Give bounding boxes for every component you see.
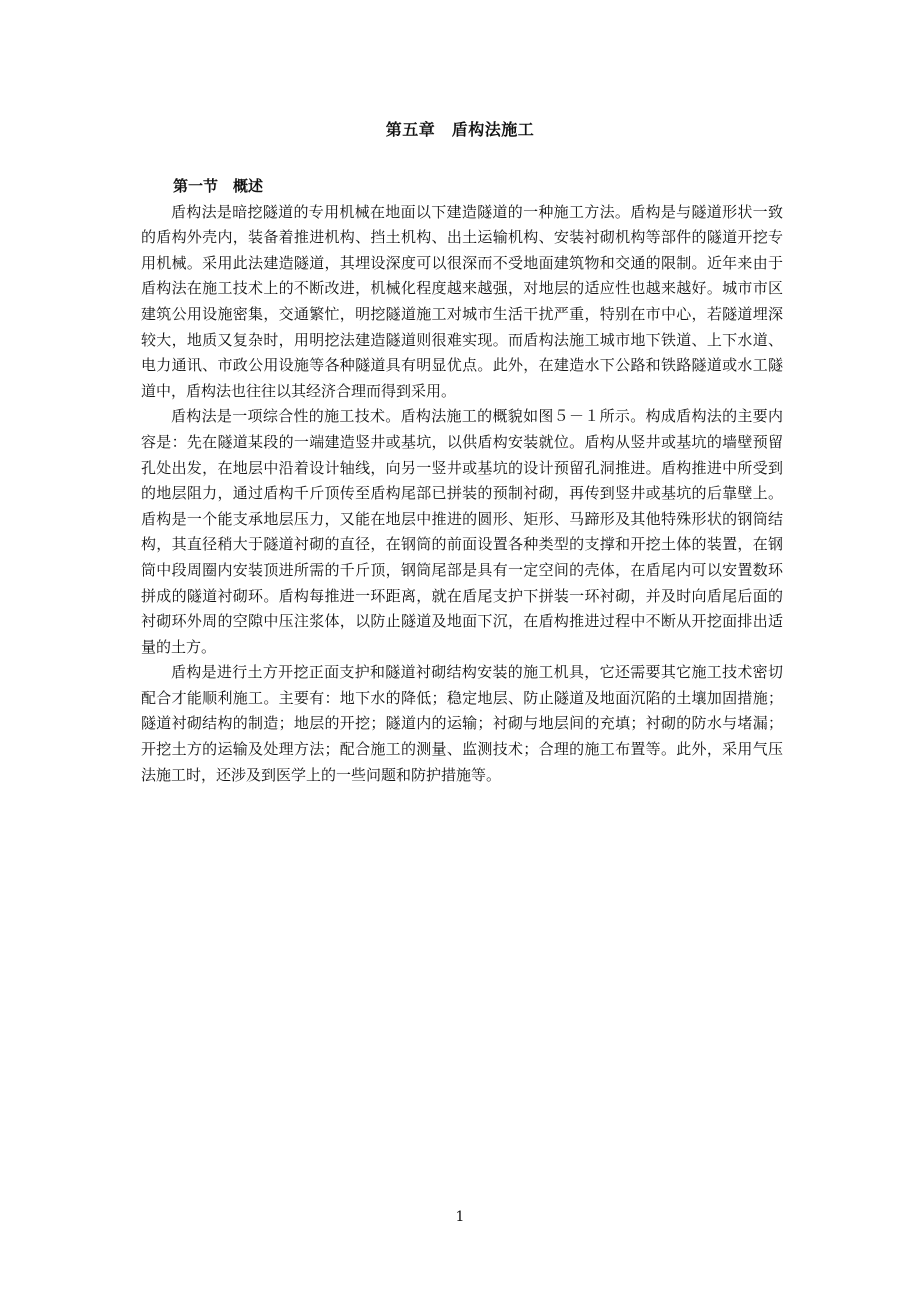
page-number: 1 <box>455 1209 465 1225</box>
paragraph-supporting-techniques: 盾构是进行土方开挖正面支护和隧道衬砌结构安装的施工机具，它还需要其它施工技术密切配合才能顺利施工。主要有：地下水的降低；稳定地层、防止隧道及地面沉陷的土壤加固措施；隧道衬砌结构的制造；地层的开挖；隧道内的运输；衬砌与地层间的充填；衬砌的防水与堵漏；开挖土方的运输及处理方法；配合施工的测量、监测技术；合理的施工布置等。此外，采用气压法施工时，还涉及到医学上的一些问题和防护措施等。 <box>141 663 783 784</box>
paragraph-method-description: 盾构法是一项综合性的施工技术。盾构法施工的概貌如图５－１所示。构成盾构法的主要内容是：先在隧道某段的一端建造竖井或基坑，以供盾构安装就位。盾构从竖井或基坑的墙壁预留孔处出发，在地层中沿着设计轴线，向另一竖井或基坑的设计预留孔洞推进。盾构推进中所受到的地层阻力，通过盾构千斤顶传至盾构尾部已拼装的预制衬砌，再传到竖井或基坑的后靠壁上。盾构是一个能支承地层压力，又能在地层中推进的圆形、矩形、马蹄形及其他特殊形状的钢筒结构，其直径稍大于隧道衬砌的直径，在钢筒的前面设置各种类型的支撑和开挖土体的装置，在钢筒中段周圈内安装顶进所需的千斤顶，钢筒尾部是具有一定空间的壳体，在盾尾内可以安置数环拼成的隧道衬砌环。盾构每推进一环距离，就在盾尾支护下拼装一环衬砌，并及时向盾尾后面的衬砌环外周的空隙中压注浆体，以防止隧道及地面下沉，在盾构推进过程中不断从开挖面排出适量的土方。 <box>141 407 783 656</box>
section-content <box>141 174 783 788</box>
chapter-title: 第五章 盾构法施工 <box>385 120 535 139</box>
section-title: 第一节 概述 <box>173 177 264 195</box>
paragraph-overview: 盾构法是暗挖隧道的专用机械在地面以下建造隧道的一种施工方法。盾构是与隧道形状一致的盾构外壳内，装备着推进机构、挡土机构、出土运输机构、安装衬砌机构等部件的隧道开挖专用机械。采用此法建造隧道，其埋设深度可以很深而不受地面建筑物和交通的限制。近年来由于盾构法在施工技术上的不断改进，机械化程度越来越强，对地层的适应性也越来越好。城市市区建筑公用设施密集，交通繁忙，明挖隧道施工对城市生活干扰严重，特别在市中心，若隧道埋深较大，地质又复杂时，用明挖法建造隧道则很难实现。而盾构法施工城市地下铁道、上下水道、电力通讯、市政公用设施等各种隧道具有明显优点。此外，在建造水下公路和铁路隧道或水工隧道中，盾构法也往往以其经济合理而得到采用。 <box>141 202 783 400</box>
